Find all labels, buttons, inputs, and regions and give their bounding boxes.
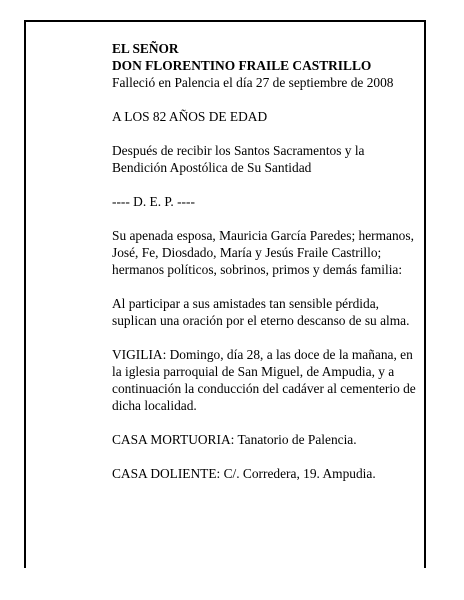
deceased-name: DON FLORENTINO FRAILE CASTRILLO bbox=[112, 58, 372, 73]
death-line: Falleció en Palencia el día 27 de septiembre de 2008 bbox=[112, 75, 394, 90]
request-paragraph: Al participar a sus amistades tan sensible pérdida, suplican una oración por el eterno descanso de su alma. bbox=[112, 296, 410, 328]
frame-border-top bbox=[24, 20, 426, 22]
vigil-paragraph: VIGILIA: Domingo, día 28, a las doce de la mañana, en la iglesia parroquial de San Miguel, de Ampudia, y a continuación la conducción del cadáver al cementerio de dicha localidad. bbox=[112, 347, 416, 413]
obituary-text bbox=[112, 40, 418, 482]
sacraments-paragraph: Después de recibir los Santos Sacramentos y la Bendición Apostólica de Su Santidad bbox=[112, 143, 365, 175]
family-paragraph: Su apenada esposa, Mauricia García Paredes; hermanos, José, Fe, Diosdado, María y Jesús Fraile Castrillo; hermanos políticos, sobrinos, primos y demás familia: bbox=[112, 228, 414, 277]
title-line-1: EL SEÑOR bbox=[112, 41, 179, 56]
frame-border-left bbox=[24, 20, 26, 568]
mortuary-line: CASA MORTUORIA: Tanatorio de Palencia. bbox=[112, 432, 357, 447]
age-line: A LOS 82 AÑOS DE EDAD bbox=[112, 109, 268, 124]
home-line: CASA DOLIENTE: C/. Corredera, 19. Ampudia. bbox=[112, 466, 376, 481]
rip-line: ---- D. E. P. ---- bbox=[112, 194, 195, 209]
frame-border-right bbox=[424, 20, 426, 568]
